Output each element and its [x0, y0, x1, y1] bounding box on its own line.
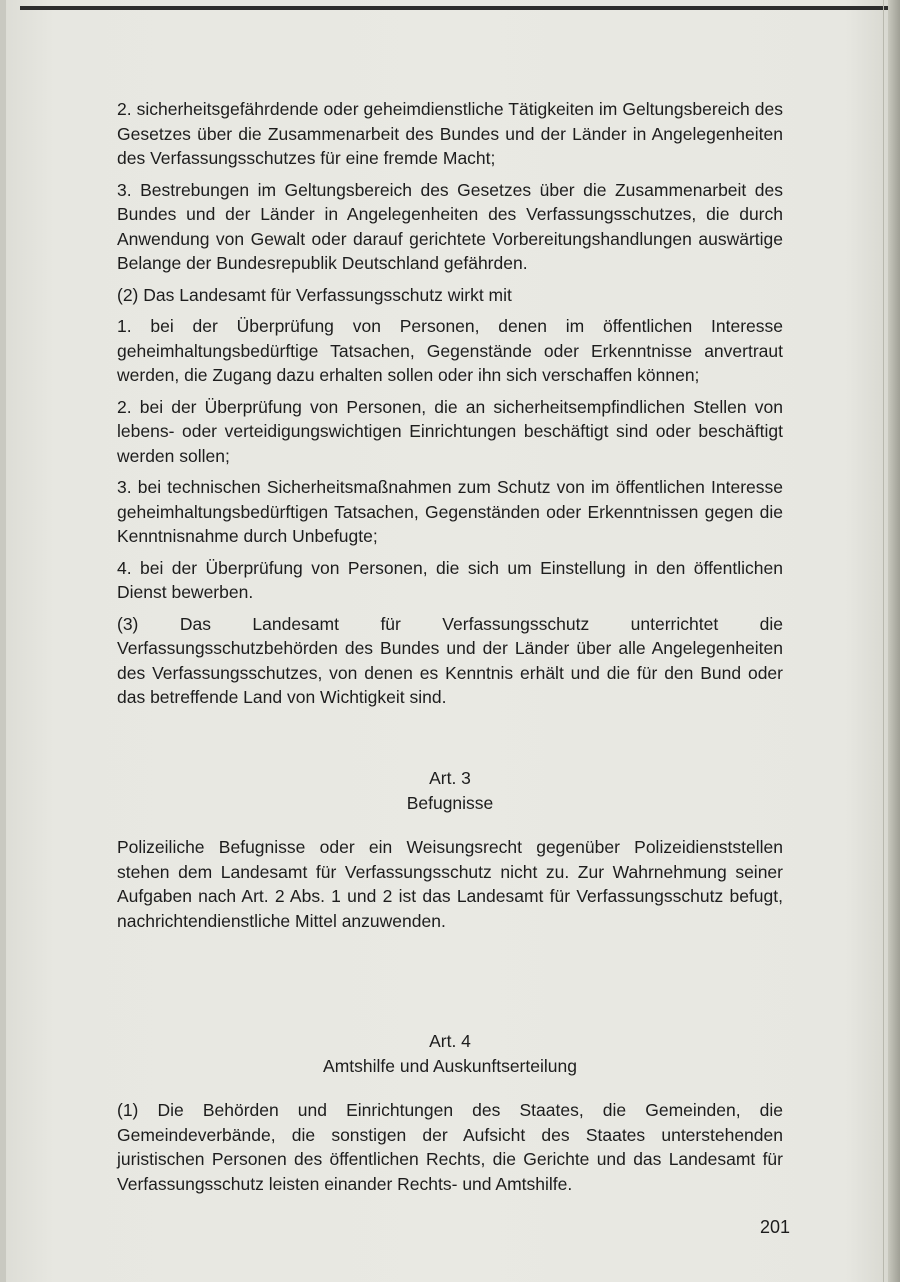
- article-4-body: [117, 1098, 783, 1203]
- article-4-heading: [117, 1029, 783, 1078]
- article-3-title: Befugnisse: [406, 792, 494, 813]
- right-page-edge: [888, 0, 900, 1282]
- paragraph-abs-2-item-2: 2. bei der Überprüfung von Personen, die an sicherheitsempfindlichen Stellen von lebens- oder verteidigungswichtigen Einrichtungen beschäftigt sind oder beschäftigt werden sollen;: [117, 396, 783, 466]
- top-edge-shadow: [20, 6, 888, 10]
- article-3-number: Art. 3: [429, 768, 471, 788]
- paragraph-abs-2-item-4: 4. bei der Überprüfung von Personen, die sich um Einstellung in den öffentlichen Dienst bewerben.: [117, 557, 783, 602]
- article-4-title: Amtshilfe und Auskunftserteilung: [323, 1055, 577, 1076]
- paragraph-item-3: 3. Bestrebungen im Geltungsbereich des Gesetzes über die Zusammenarbeit des Bundes und der Länder in Angelegenheiten des Verfassungsschutzes, die durch Anwendung von Gewalt oder darauf gerichtete Vorbereitungshandlungen auswärtige Belange der Bundesrepublik Deutschland gefährden.: [117, 179, 783, 273]
- paragraph-abs-2-item-1: 1. bei der Überprüfung von Personen, denen im öffentlichen Interesse geheimhaltungsbedürftige Tatsachen, Gegenstände oder Erkenntnisse anvertraut werden, die Zugang dazu erhalten sollen oder ihn sich verschaffen können;: [117, 316, 783, 385]
- paragraph-abs-3: (3) Das Landesamt für Verfassungsschutz unterrichtet die Verfassungsschutzbehörden des Bundes und der Länder über alle Angelegenheiten des Verfassungsschutzes, von denen es Kenntnis erhält und die für den Bund oder das betreffende Land von Wichtigkeit sind.: [117, 613, 783, 707]
- article-4-number: Art. 4: [429, 1031, 471, 1051]
- paragraph-abs-2-item-3: 3. bei technischen Sicherheitsmaßnahmen zum Schutz von im öffentlichen Interesse geheimhaltungsbedürftigen Tatsachen, Gegenständen oder Erkenntnissen gegen die Kenntnisnahme durch Unbefugte;: [117, 477, 783, 546]
- section-text-top: [117, 97, 783, 717]
- paragraph-abs-2: (2) Das Landesamt für Verfassungsschutz wirkt mit: [117, 284, 512, 305]
- binding-line: [883, 0, 884, 1282]
- paragraph-item-2: 2. sicherheitsgefährdende oder geheimdienstliche Tätigkeiten im Geltungsbereich des Gesetzes über die Zusammenarbeit des Bundes und der Länder in Angelegenheiten des Verfassungsschutzes für eine fremde Macht;: [117, 99, 783, 168]
- article-3-heading: [117, 766, 783, 815]
- article-3-body: [117, 835, 783, 940]
- page-number: 201: [760, 1217, 791, 1237]
- article-3-text: Polizeiliche Befugnisse oder ein Weisungsrecht gegenüber Polizeidienststellen stehen dem Landesamt für Verfassungsschutz nicht zu. Zur Wahrnehmung seiner Aufgaben nach Art. 2 Abs. 1 und 2 ist das Landesamt für Verfassungsschutz befugt, nachrichtendienstliche Mittel anzuwenden.: [117, 837, 783, 931]
- article-4-text: (1) Die Behörden und Einrichtungen des Staates, die Gemeinden, die Gemeindeverbände, die sonstigen der Aufsicht des Staates unterstehenden juristischen Personen des öffentlichen Rechts, die Gerichte und das Landesamt für Verfassungsschutz leisten einander Rechts- und Amtshilfe.: [117, 1100, 783, 1194]
- left-page-edge: [0, 0, 6, 1282]
